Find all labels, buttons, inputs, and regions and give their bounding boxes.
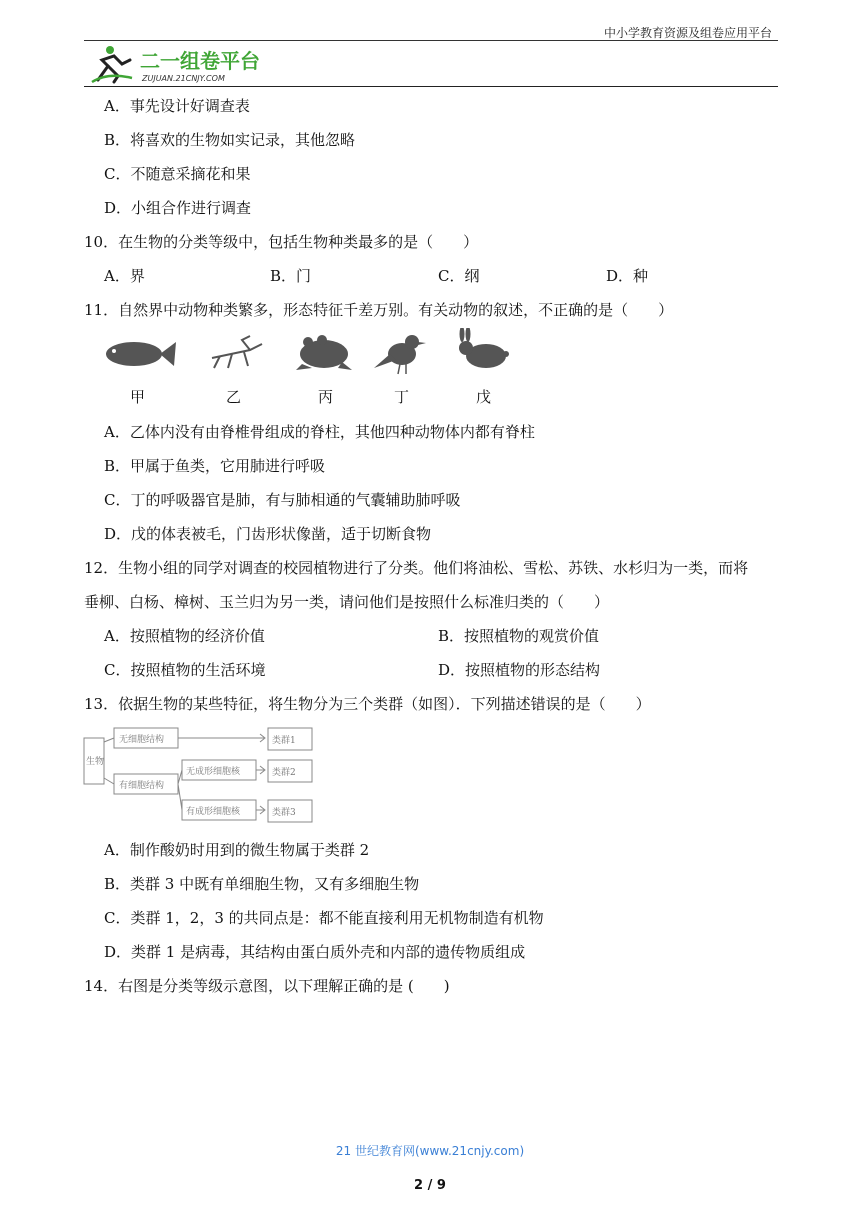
q12-option-d: D．按照植物的形态结构 xyxy=(438,661,601,679)
q12-option-a: A．按照植物的经济价值 xyxy=(104,627,265,645)
q9-option-d: D．小组合作进行调查 xyxy=(104,199,252,217)
node-has-nucleus-label: 有成形细胞核 xyxy=(186,807,241,817)
q13-option-d: D．类群 1 是病毒，其结构由蛋白质外壳和内部的遗传物质组成 xyxy=(104,943,526,961)
node-group2-label: 类群2 xyxy=(272,768,296,778)
animals-figure xyxy=(100,328,530,408)
runner-icon xyxy=(92,46,132,82)
q11-option-d: D．戊的体表被毛，门齿形状像凿，适于切断食物 xyxy=(104,525,432,543)
mantis-icon xyxy=(212,336,262,368)
q9-option-a: A．事先设计好调查表 xyxy=(104,97,250,115)
q10-option-b: B．门 xyxy=(270,267,312,285)
q9-option-b: B．将喜欢的生物如实记录，其他忽略 xyxy=(104,131,356,149)
q10-option-d: D．种 xyxy=(606,267,649,285)
q12-stem-line1: 12．生物小组的同学对调查的校园植物进行了分类。他们将油松、雪松、苏铁、水杉归为一类，而将 xyxy=(84,559,749,577)
node-no-nucleus-label: 无成形细胞核 xyxy=(186,767,241,777)
q11-stem: 11．自然界中动物种类繁多，形态特征千差万别。有关动物的叙述，不正确的是（ ） xyxy=(84,301,674,319)
header-rule-top xyxy=(84,40,778,41)
q11-option-a: A．乙体内没有由脊椎骨组成的脊柱，其他四种动物体内都有脊柱 xyxy=(104,423,535,441)
q10-stem: 10．在生物的分类等级中，包括生物种类最多的是（ ） xyxy=(84,233,479,251)
fish-icon xyxy=(106,342,176,366)
q10-option-c: C．纲 xyxy=(438,267,480,285)
q13-option-a: A．制作酸奶时用到的微生物属于类群 2 xyxy=(104,841,370,859)
animal-label-bing: 丙 xyxy=(318,388,334,406)
platform-name: 中小学教育资源及组卷应用平台 xyxy=(603,26,772,40)
logo-text-en: ZUJUAN.21CNJY.COM xyxy=(142,74,225,83)
q9-option-c: C．不随意采摘花和果 xyxy=(104,165,251,183)
q13-option-b: B．类群 3 中既有单细胞生物，又有多细胞生物 xyxy=(104,875,420,893)
animal-label-yi: 乙 xyxy=(226,388,242,406)
q12-stem-line2: 垂柳、白杨、樟树、玉兰归为另一类，请问他们是按照什么标准归类的（ ） xyxy=(84,593,610,611)
q11-option-c: C．丁的呼吸器官是肺，有与肺相通的气囊辅助肺呼吸 xyxy=(104,491,461,509)
logo xyxy=(88,42,288,86)
classification-flowchart xyxy=(82,722,318,830)
footer-link[interactable]: 21 世纪教育网(www.21cnjy.com) xyxy=(335,1144,525,1158)
q10-option-a: A．界 xyxy=(104,267,145,285)
header-rule-bottom xyxy=(84,86,778,87)
node-root-label: 生物 xyxy=(86,757,105,767)
rabbit-icon xyxy=(459,328,509,368)
node-no-cell-label: 无细胞结构 xyxy=(119,735,165,745)
frog-icon xyxy=(296,335,352,370)
node-group1-label: 类群1 xyxy=(272,736,296,746)
q11-option-b: B．甲属于鱼类，它用肺进行呼吸 xyxy=(104,457,326,475)
animal-label-ding: 丁 xyxy=(394,388,410,406)
q13-stem: 13．依据生物的某些特征，将生物分为三个类群（如图）．下列描述错误的是（ ） xyxy=(84,695,651,713)
q13-option-c: C．类群 1，2，3 的共同点是：都不能直接利用无机物制造有机物 xyxy=(104,909,544,927)
node-has-cell-label: 有细胞结构 xyxy=(119,781,165,791)
q12-option-c: C．按照植物的生活环境 xyxy=(104,661,266,679)
q14-stem: 14．右图是分类等级示意图，以下理解正确的是 ( ) xyxy=(84,977,450,995)
logo-text-cn: 二一组卷平台 xyxy=(140,49,260,73)
page-number: 2 / 9 xyxy=(414,1178,446,1193)
animal-label-jia: 甲 xyxy=(130,388,146,406)
animal-label-wu: 戊 xyxy=(476,388,492,406)
q12-option-b: B．按照植物的观赏价值 xyxy=(438,627,600,645)
bird-icon xyxy=(374,335,426,374)
node-group3-label: 类群3 xyxy=(272,808,296,818)
